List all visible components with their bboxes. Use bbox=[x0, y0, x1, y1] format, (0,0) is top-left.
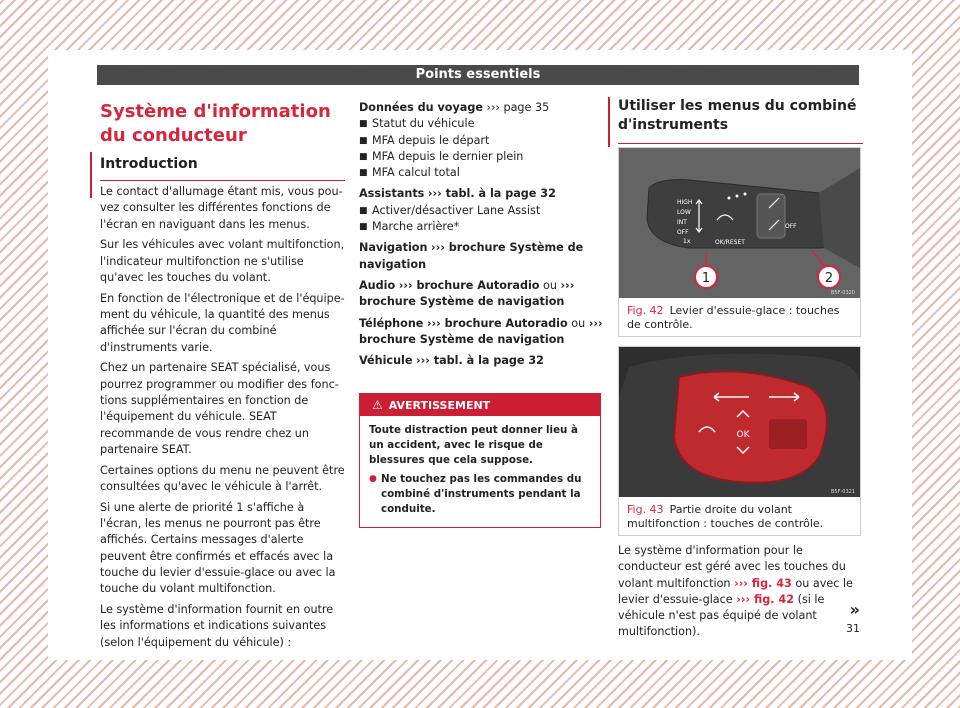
paragraph: En fonction de l'électronique et de l'équipement du véhicule, la quantité des menus affichée sur l'écran du combiné d'instruments varie. bbox=[100, 291, 345, 354]
continue-marker: » bbox=[849, 600, 860, 619]
figure-code: B5F-0321 bbox=[830, 489, 855, 495]
fig-42-link[interactable]: ››› fig. 42 bbox=[736, 592, 795, 606]
donnees-label: Données du voyage bbox=[359, 101, 483, 114]
warning-bullet: ● Ne touchez pas les commandes du combiné d'instruments pendant la conduite. bbox=[369, 472, 591, 517]
rocker-switch bbox=[757, 194, 785, 238]
caption-text: Levier d'essuie-glace : touches de contrôle. bbox=[627, 304, 840, 331]
paragraph: Sur les véhicules avec volant multifonction, l'indicateur multifonction ne s'utilise qu'avec les touches du volant. bbox=[100, 238, 345, 284]
audio-or: ou bbox=[543, 278, 557, 292]
telephone-label: Téléphone bbox=[359, 316, 424, 330]
warning-text: Toute distraction peut donner lieu à un accident, avec le risque de blessures que cela suppose. bbox=[369, 424, 578, 466]
section-title: Introduction bbox=[100, 156, 345, 181]
list-item: ■ Marche arrière* bbox=[359, 219, 609, 235]
label-int: INT bbox=[677, 219, 687, 226]
warning-body bbox=[360, 416, 600, 527]
navigation-label: Navigation bbox=[359, 241, 428, 255]
figure-42 bbox=[618, 147, 861, 337]
label-ok-reset: OK/RESET bbox=[715, 239, 745, 246]
fig-43-link[interactable]: ››› fig. 43 bbox=[734, 576, 792, 590]
telephone-or: ou bbox=[571, 316, 586, 330]
callout-1-label: 1 bbox=[701, 271, 711, 286]
list-item: ■ Activer/désactiver Lane Assist bbox=[359, 203, 609, 219]
vehicule-ref[interactable]: ››› tabl. à la page 32 bbox=[416, 354, 544, 368]
label-off-2: OFF bbox=[785, 223, 797, 230]
audio-block bbox=[359, 278, 609, 311]
paragraph: Chez un partenaire SEAT spécialisé, vous pourrez programmer ou modifier des fonctions supplémentaires en fonction de l'équipement du véhicule. SEAT recommande de vous rendre chez un partenaire SEAT. bbox=[100, 361, 339, 456]
section-title-menus: Utiliser les menus du combiné d'instruments bbox=[618, 97, 863, 144]
telephone-ref-1[interactable]: ››› brochure Autoradio bbox=[426, 316, 568, 330]
figure-number: Fig. 43 bbox=[627, 503, 664, 516]
paragraph: Le contact d'allumage étant mis, vous pouvez consulter les différentes fonctions de l'écran en naviguant dans les menus. bbox=[100, 185, 343, 231]
donnees-ref[interactable]: ››› page 35 bbox=[486, 101, 550, 114]
telephone-ref-2[interactable]: ››› brochure Système de navigation bbox=[359, 316, 603, 346]
vehicule-block bbox=[359, 353, 609, 369]
menu-list bbox=[359, 100, 609, 374]
figure-caption bbox=[619, 497, 860, 535]
caption-text: Partie droite du volant multifonction : touches de contrôle. bbox=[627, 503, 824, 530]
list-item: ■ MFA calcul total bbox=[359, 165, 609, 181]
text-part: Le système d'information pour le conducteur est géré avec les touches du volant multifonction bbox=[618, 544, 846, 590]
warning-triangle-icon: ⚠ bbox=[372, 398, 383, 412]
navigation-block bbox=[359, 240, 609, 273]
assistants-ref[interactable]: ››› tabl. à la page 32 bbox=[427, 187, 556, 201]
audio-label: Audio bbox=[359, 278, 396, 292]
scroll-wheel bbox=[769, 419, 807, 449]
main-title: Système d'information du conducteur bbox=[100, 101, 331, 146]
warning-header bbox=[360, 394, 600, 416]
audio-ref-2[interactable]: ››› brochure Système de navigation bbox=[359, 278, 575, 309]
vehicule-label: Véhicule bbox=[359, 354, 413, 368]
menus-text bbox=[618, 543, 863, 641]
ok-label: OK bbox=[736, 430, 750, 440]
label-off: OFF bbox=[677, 229, 689, 236]
figure-43 bbox=[618, 346, 861, 536]
header-bar: Points essentiels bbox=[97, 65, 859, 85]
intro-text bbox=[100, 184, 345, 656]
label-low: LOW bbox=[677, 209, 691, 216]
list-item: ■ MFA depuis le départ bbox=[359, 133, 609, 149]
audio-ref-1[interactable]: ››› brochure Autoradio bbox=[398, 278, 540, 292]
callout-2-label: 2 bbox=[824, 271, 834, 286]
list-item: ■ MFA depuis le dernier plein bbox=[359, 149, 609, 165]
page bbox=[48, 50, 912, 660]
page-number: 31 bbox=[846, 622, 860, 635]
telephone-block bbox=[359, 316, 609, 349]
warning-box bbox=[359, 393, 601, 528]
assistants-label: Assistants bbox=[359, 187, 425, 201]
label-high: HIGH bbox=[677, 199, 693, 206]
paragraph: Le système d'information fournit en outre les informations et indications suivantes (selon l'équipement du véhicule) : bbox=[100, 603, 334, 649]
wiper-lever-illustration bbox=[619, 148, 860, 298]
text-part: (si le véhicule n'est pas équipé de volant multifonction). bbox=[618, 592, 825, 639]
text-part: ou avec le levier d'essuie-glace bbox=[618, 576, 853, 606]
donnees-block bbox=[359, 100, 609, 181]
figure-number: Fig. 42 bbox=[627, 304, 664, 317]
figure-code: B5F-0320 bbox=[830, 290, 855, 296]
label-1x: 1x bbox=[683, 238, 691, 245]
navigation-ref[interactable]: ››› brochure Système de navigation bbox=[359, 241, 584, 271]
list-item: ■ Statut du véhicule bbox=[359, 116, 609, 132]
assistants-block bbox=[359, 186, 609, 235]
paragraph: Si une alerte de priorité 1 s'affiche à l'écran, les menus ne pourront pas être affichés. Certains messages d'alerte peuvent être confirmés et effacés avec la touche du levier d'essuie-glace ou avec la touche du volant multifonction. bbox=[100, 500, 336, 596]
paragraph: Certaines options du menu ne peuvent être consultées qu'avec le véhicule à l'arrêt. bbox=[100, 463, 345, 494]
warning-title: AVERTISSEMENT bbox=[388, 399, 491, 412]
steering-wheel-controls-illustration bbox=[619, 347, 860, 497]
figure-caption bbox=[619, 298, 860, 336]
